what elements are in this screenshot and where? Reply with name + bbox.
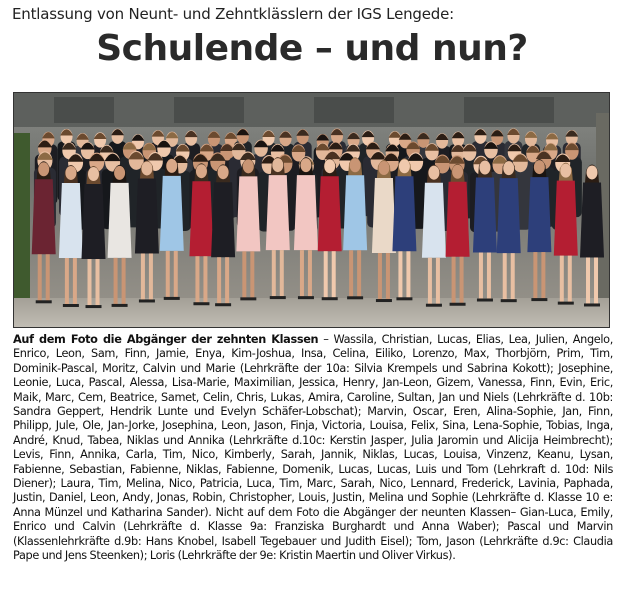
- student-front-shoes: [240, 297, 256, 300]
- student-front-outfit: [580, 182, 604, 257]
- student-front-shoes: [426, 304, 442, 307]
- student-front-shoes: [376, 299, 392, 302]
- student-front-shoes: [86, 305, 102, 308]
- student-front-outfit: [422, 183, 446, 258]
- student-front-outfit: [108, 183, 132, 258]
- student-front-outfit: [392, 176, 416, 251]
- student-front-leg: [38, 254, 42, 302]
- student-front-leg: [149, 253, 153, 301]
- student-front-outfit: [497, 178, 521, 253]
- student-front-outfit: [135, 178, 159, 253]
- student-front-head: [88, 167, 99, 181]
- hedge-left: [14, 133, 30, 323]
- student-front-outfit: [266, 175, 290, 250]
- student-front-shoes: [63, 304, 79, 307]
- student-front-leg: [242, 251, 246, 299]
- student-front-leg: [324, 251, 328, 299]
- student-front-leg: [487, 252, 491, 300]
- student-front-leg: [479, 252, 483, 300]
- student-front-shoes: [270, 296, 286, 299]
- student-front-leg: [541, 252, 545, 300]
- student-front-leg: [122, 258, 126, 306]
- student-front-leg: [568, 256, 572, 304]
- student-front-head: [38, 162, 49, 176]
- student-front-outfit: [372, 178, 396, 253]
- student-front-leg: [73, 258, 77, 306]
- student-front-leg: [280, 250, 284, 298]
- student-front-head: [378, 161, 389, 175]
- student-front-leg: [250, 251, 254, 299]
- student-front-head: [324, 159, 335, 173]
- student-front-head: [560, 164, 571, 178]
- student-front-outfit: [82, 184, 106, 259]
- group-photo: [13, 92, 610, 328]
- student-front-shoes: [531, 298, 547, 301]
- student-front-leg: [594, 257, 598, 305]
- student-front-shoes: [584, 303, 600, 306]
- article-kicker: Entlassung von Neunt- und Zehntklässlern der IGS Lengede:: [12, 5, 454, 23]
- student-front-shoes: [450, 303, 466, 306]
- student-front-leg: [225, 257, 229, 305]
- student-front-outfit: [343, 175, 367, 250]
- student-front-shoes: [298, 296, 314, 299]
- student-front-head: [428, 166, 439, 180]
- student-front-head: [300, 158, 311, 172]
- student-front-leg: [332, 251, 336, 299]
- student-front-shoes: [164, 297, 180, 300]
- student-front-outfit: [32, 179, 56, 254]
- student-front-head: [141, 161, 152, 175]
- student-front-outfit: [236, 176, 260, 251]
- student-front-leg: [452, 257, 456, 305]
- student-front-leg: [174, 251, 178, 299]
- student-front-leg: [46, 254, 50, 302]
- student-front-leg: [195, 256, 199, 304]
- article-headline: Schulende – und nun?: [96, 28, 528, 69]
- student-front-leg: [308, 250, 312, 298]
- student-front-leg: [378, 253, 382, 301]
- student-front-leg: [586, 257, 590, 305]
- student-front-head: [399, 159, 410, 173]
- student-front-leg: [349, 250, 353, 298]
- student-front-leg: [272, 250, 276, 298]
- student-front-leg: [460, 257, 464, 305]
- student-front-shoes: [215, 303, 231, 306]
- student-front-leg: [533, 252, 537, 300]
- student-front-shoes: [501, 299, 517, 302]
- student-front-leg: [560, 256, 564, 304]
- student-front-outfit: [527, 177, 551, 252]
- student-front-outfit: [318, 176, 342, 251]
- student-front-outfit: [473, 177, 497, 252]
- student-front-shoes: [139, 299, 155, 302]
- student-front-outfit: [294, 175, 318, 250]
- student-front-leg: [88, 259, 92, 307]
- student-front-outfit: [211, 182, 235, 257]
- student-front-shoes: [36, 300, 52, 303]
- student-front-shoes: [322, 297, 338, 300]
- floor: [14, 298, 610, 328]
- student-front-shoes: [477, 298, 493, 301]
- student-front-leg: [428, 258, 432, 306]
- student-front-head: [503, 161, 514, 175]
- student-front-outfit: [160, 176, 184, 251]
- student-front-head: [452, 165, 463, 179]
- caption-lead: Auf dem Foto die Abgänger der zehnten Klassen: [13, 333, 319, 346]
- student-front-leg: [217, 257, 221, 305]
- student-front-outfit: [446, 182, 470, 257]
- group-photo-illustration: [14, 93, 610, 328]
- student-front-leg: [166, 251, 170, 299]
- caption-body: – Wassila, Christian, Lucas, Elias, Lea, Julien, Angelo, Enrico, Leon, Sam, Finn, Jamie, Enya, Kim-Joshua, Insa, Celina, Eiliko, Lorenzo, Max, Thorbjörn, Prim, Tim, Dominik-Pascal, Moritz, Calvin und Marie (Lehrkräfte der 10a: Silvia Krempels und Sabrina Kokott); Josephine, Leonie, Luca, Pascal, Alessa, Lisa-Marie, Maximilian, Jessica, Henry, Jan-Leon, Gizem, Vanessa, Finn, Evin, Eric, Maik, Marc, Cem, Beatrice, Samet, Celin, Chris, Lukas, Amira, Caroline, Sultan, Jan und Niels (Lehrkräfte d. 10b: Sandra Geppert, Hendrik Lunte und Evelyn Schäfer-Lobschat); Marvin, Oscar, Eren, Alina-Sophie, Jan, Finn, Philipp, Jule, Ole, Jan-Jorke, Josephina, Leon, Jason, Finja, Victoria, Louisa, Felix, Sina, Lena-Sophie, Tobias, Inga, André, Knud, Tabea, Niklas und Annika (Lehrkräfte d.10c: Kerstin Jasper, Julia Jaromin und Alicija Heimbrecht); Levis, Finn, Annika, Carla, Tim, Nico, Kimberly, Sarah, Jannik, Niklas, Lucas, Louisa, Vinzenz, Keanu, Lysan, Fabienne, Sebastian, Fabienne, Niklas, Fabienne, Domenik, Lucas, Lucas, Luis und Tom (Lehrkraft d. 10d: Nils Diener); Laura, Tim, Melina, Nico, Patricia, Luca, Tim, Marc, Sarah, Nico, Lennard, Frederick, Lavinia, Paphada, Justin, Daniel, Leon, Andy, Jonas, Robin, Christopher, Louis, Justin, Melina und Sophie (Lehrkräfte d. Klasse 10 e: Anna Münzel und Katharina Sander). Nicht auf dem Foto die Abgänger der neunten Klassen– Gian-Luca, Emily, Enrico und Calvin (Lehrkräfte d. Klasse 9a: Franziska Burghardt und Anna Waber); Pascal und Marvin (Klassenlehrkräfte d.9b: Hans Knobel, Isabell Tegebauer und Judith Eisel); Tom, Jason (Lehrkräfte d.9c: Claudia Pape und Jens Steenken); Loris (Lehrkräfte der 9e: Kristin Maertin und Oliver Virkus).: [13, 333, 613, 563]
- student-front-leg: [203, 256, 207, 304]
- student-front-head: [65, 166, 76, 180]
- student-front-leg: [96, 259, 100, 307]
- student-front-head: [114, 166, 125, 180]
- student-front-head: [218, 165, 229, 179]
- student-front-leg: [65, 258, 69, 306]
- student-front-outfit: [554, 181, 578, 256]
- student-front-leg: [386, 253, 390, 301]
- student-front-head: [166, 159, 177, 173]
- student-front-shoes: [558, 302, 574, 305]
- student-front-head: [587, 165, 598, 179]
- student-front-head: [272, 158, 283, 172]
- student-front-leg: [300, 250, 304, 298]
- student-front-head: [350, 158, 361, 172]
- student-front-head: [196, 164, 207, 178]
- student-front-leg: [436, 258, 440, 306]
- student-front-shoes: [193, 302, 209, 305]
- student-front-leg: [357, 250, 361, 298]
- student-front-shoes: [112, 304, 128, 307]
- student-front-leg: [511, 253, 515, 301]
- student-front-shoes: [347, 296, 363, 299]
- student-front-leg: [398, 251, 402, 299]
- photo-caption: [13, 333, 613, 564]
- student-front-leg: [141, 253, 145, 301]
- student-front-head: [479, 160, 490, 174]
- student-front-leg: [503, 253, 507, 301]
- student-front-shoes: [396, 297, 412, 300]
- student-front-leg: [406, 251, 410, 299]
- student-front-leg: [114, 258, 118, 306]
- student-front-head: [534, 160, 545, 174]
- student-front-outfit: [189, 181, 213, 256]
- student-front-outfit: [59, 183, 83, 258]
- student-front-head: [243, 159, 254, 173]
